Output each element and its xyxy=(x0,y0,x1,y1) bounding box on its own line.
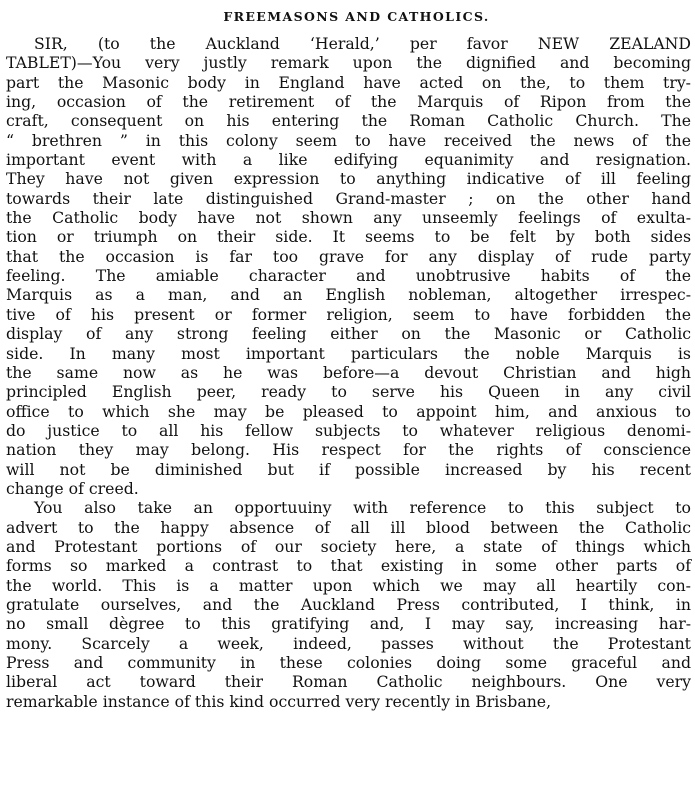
text-line: do justice to all his fellow subjects to whatever religious denomi- xyxy=(6,420,691,440)
article-paragraph xyxy=(6,34,691,498)
text-line: remarkable instance of this kind occurred very recently in Brisbane, xyxy=(6,691,552,711)
text-line: advert to the happy absence of all ill blood between the Catholic xyxy=(6,517,691,537)
text-line: Press and community in these colonies doing some graceful and xyxy=(6,653,691,672)
text-line: nation they may belong. His respect for the rights of conscience xyxy=(6,440,691,460)
text-line: liberal act toward their Roman Catholic neighbours. One very xyxy=(6,672,691,692)
text-line: You also take an opportuuiny with reference to this subject to xyxy=(34,498,691,518)
text-line: change of creed. xyxy=(6,478,139,498)
text-line: and Protestant portions of our society here, a state of things which xyxy=(6,536,691,556)
text-line: office to which she may be pleased to appoint him, and anxious to xyxy=(6,401,691,421)
text-line: mony. Scarcely a week, indeed, passes without the Protestant xyxy=(6,633,691,653)
text-line: the Catholic body have not shown any unseemly feelings of exulta- xyxy=(6,208,691,228)
text-line: will not be diminished but if possible increased by his recent xyxy=(6,459,691,479)
text-line: ing, occasion of the retirement of the Marquis of Ripon from the xyxy=(6,92,691,112)
article-paragraph xyxy=(6,498,691,711)
text-line: the world. This is a matter upon which we may all heartily con- xyxy=(6,575,691,595)
text-line: that the occasion is far too grave for any display of rude party xyxy=(6,246,691,266)
text-line: the same now as he was before—a devout Christian and high xyxy=(6,362,691,382)
article-headline: FREEMASONS AND CATHOLICS. xyxy=(223,9,490,24)
text-line: part the Masonic body in England have acted on the, to them try- xyxy=(6,72,691,92)
article-body xyxy=(6,34,691,711)
text-line: feeling. The amiable character and unobtrusive habits of the xyxy=(6,266,691,286)
text-line: Marquis as a man, and an English nobleman, altogether irrespec- xyxy=(6,285,691,305)
text-line: gratulate ourselves, and the Auckland Press contributed, I think, in xyxy=(6,594,691,614)
text-line: towards their late distinguished Grand-master ; on the other hand xyxy=(6,188,691,208)
text-line: tive of his present or former religion, seem to have forbidden the xyxy=(6,304,691,324)
text-line: forms so marked a contrast to that existing in some other parts of xyxy=(6,556,691,576)
text-line: no small dègree to this gratifying and, I may say, increasing har- xyxy=(6,614,691,634)
text-line: tion or triumph on their side. It seems to be felt by both sides xyxy=(6,227,691,247)
text-line: craft, consequent on his entering the Roman Catholic Church. The xyxy=(6,111,691,131)
text-line: principled English peer, ready to serve his Queen in any civil xyxy=(6,382,691,402)
text-line: important event with a like edifying equanimity and resignation. xyxy=(6,150,691,170)
text-line: TABLET)—You very justly remark upon the dignified and becoming xyxy=(6,53,691,73)
text-line: side. In many most important particulars the noble Marquis is xyxy=(6,343,691,363)
text-line: They have not given expression to anything indicative of ill feeling xyxy=(6,169,691,189)
text-line: display of any strong feeling either on the Masonic or Catholic xyxy=(6,324,691,344)
text-line: SIR, (to the Auckland ‘Herald,’ per favor NEW ZEALAND xyxy=(34,34,691,53)
text-line: “ brethren ” in this colony seem to have received the news of the xyxy=(6,130,691,150)
